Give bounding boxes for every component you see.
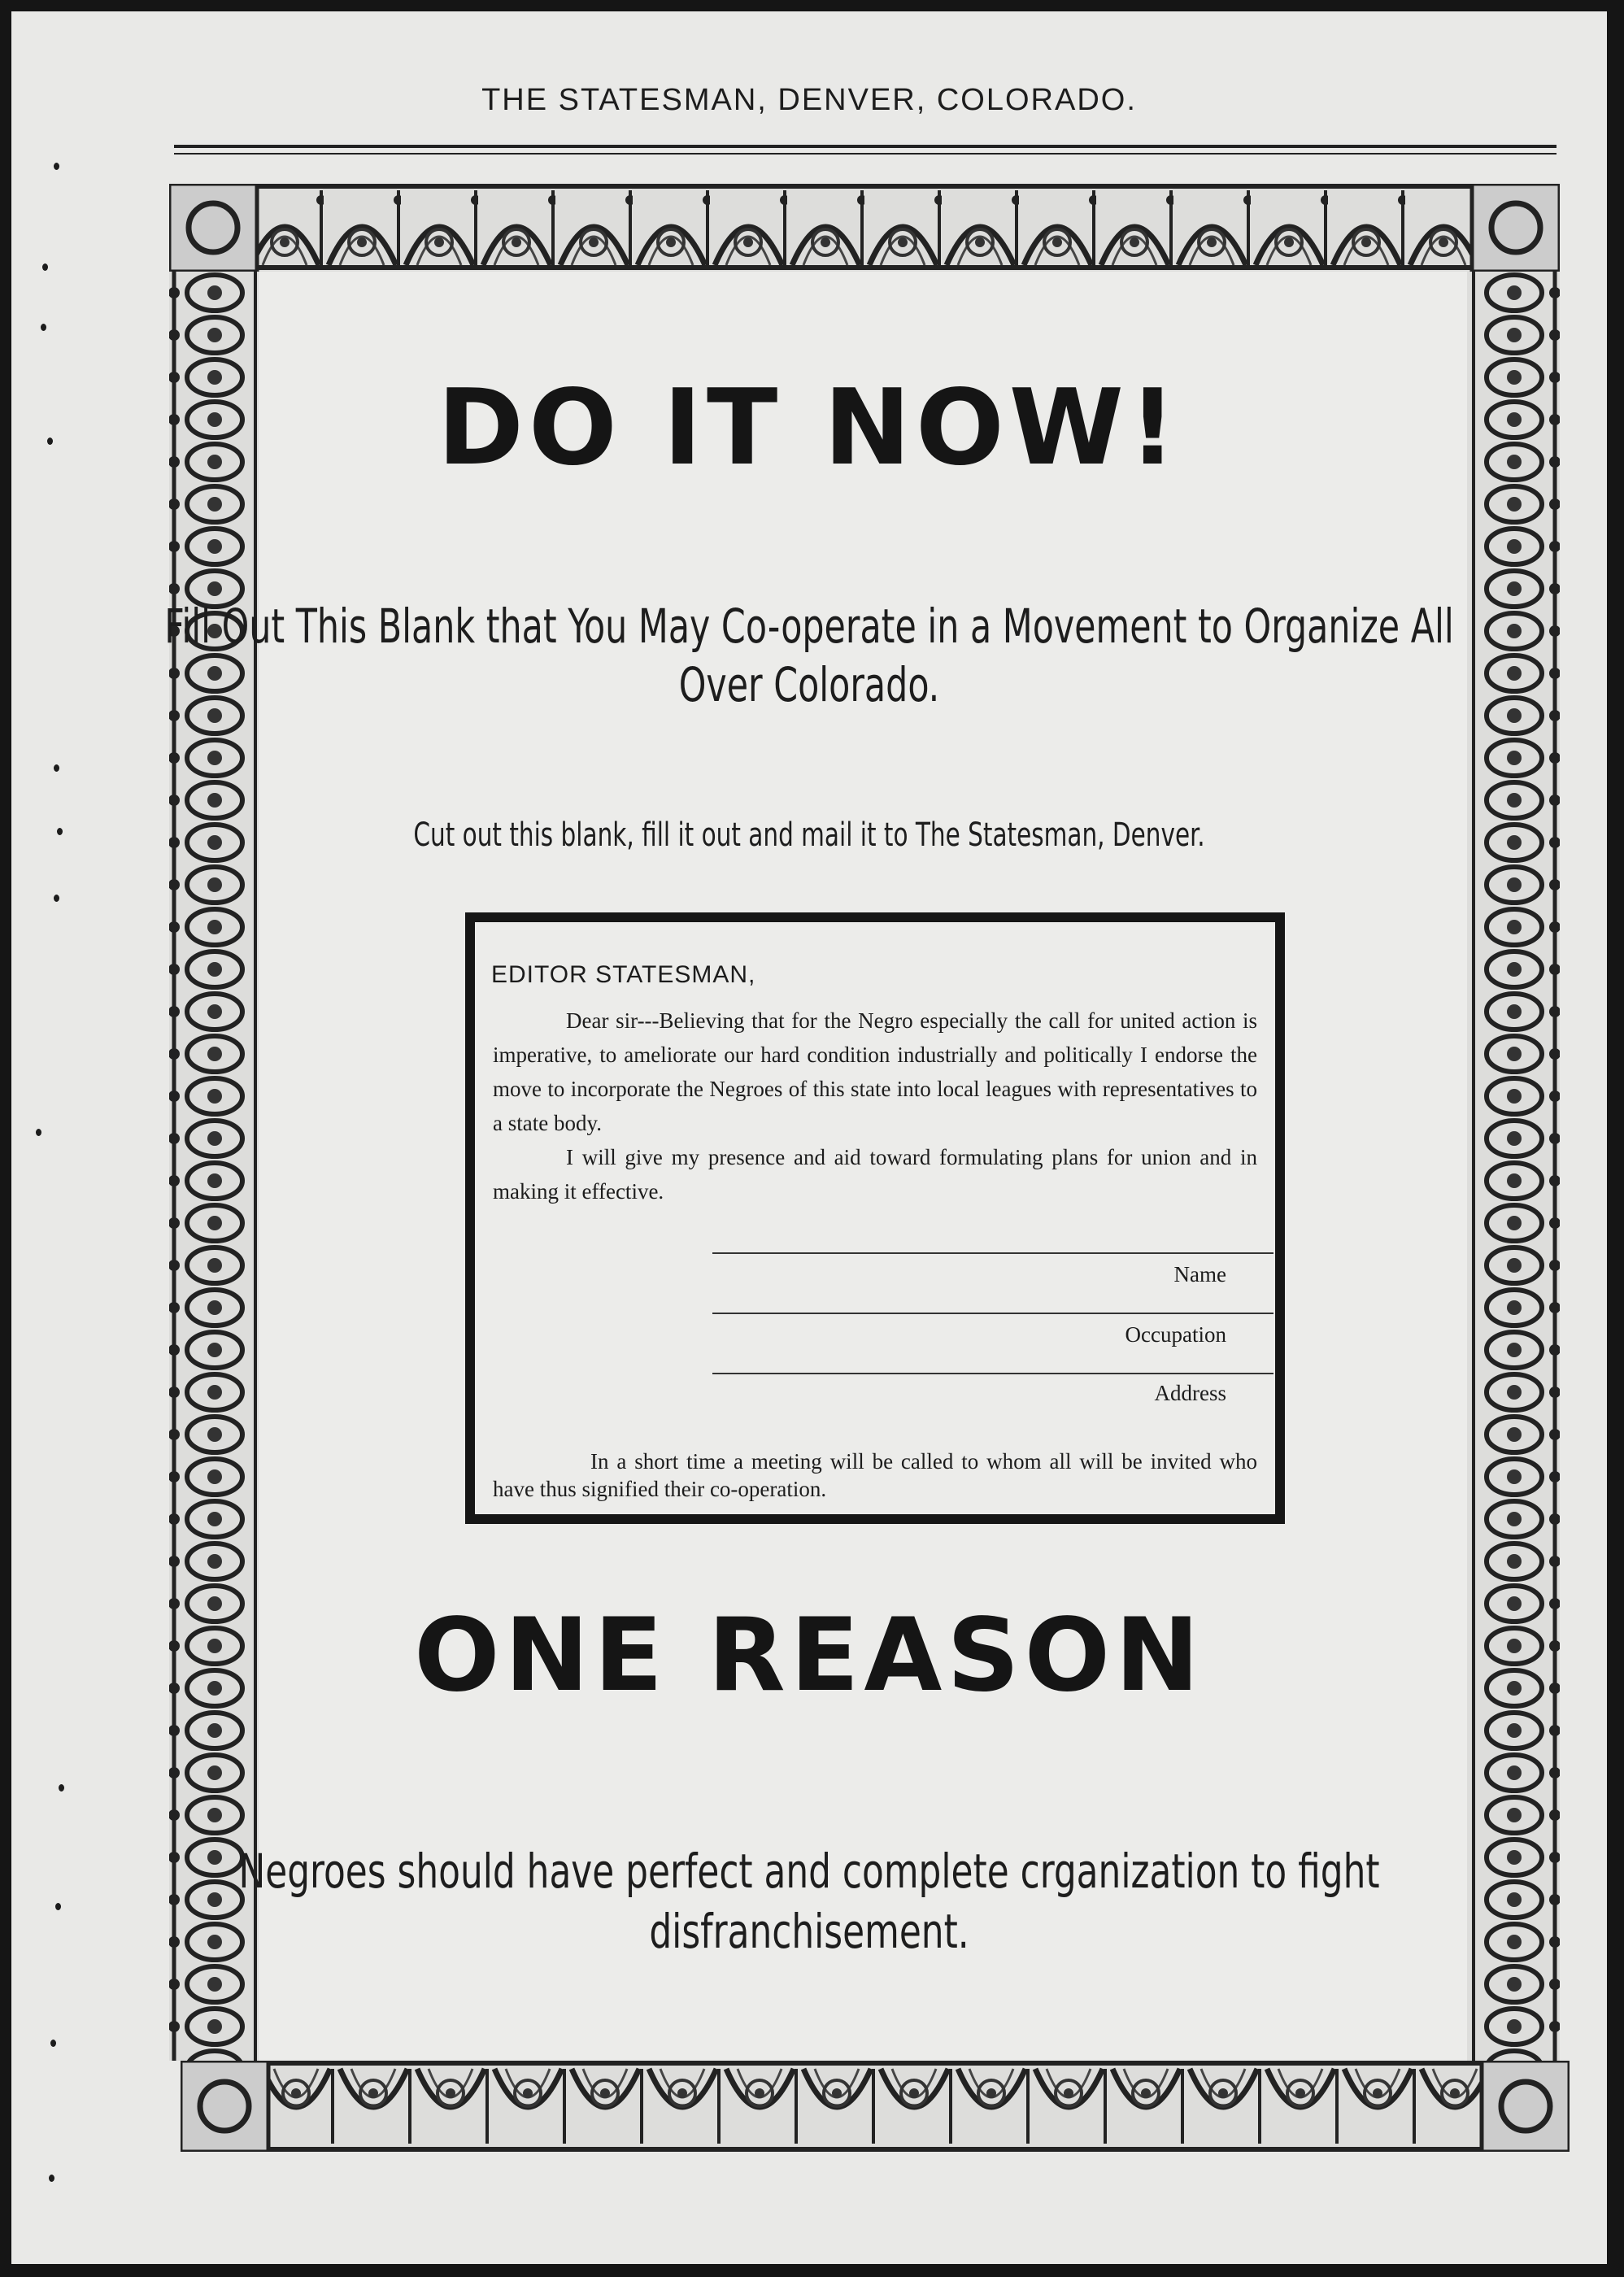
address-label: Address	[1154, 1381, 1226, 1405]
name-label: Name	[1173, 1262, 1226, 1287]
address-line[interactable]	[712, 1373, 1274, 1374]
masthead-rule	[174, 145, 1557, 148]
occupation-label: Occupation	[1125, 1322, 1226, 1347]
coupon-paragraph-2: I will give my presence and aid toward formulating plans for union and in making it effective.	[493, 1145, 1257, 1204]
newspaper-page	[11, 11, 1607, 2264]
occupation-line[interactable]	[712, 1313, 1274, 1314]
coupon-paragraph-1: Dear sir---Believing that for the Negro especially the call for united action is imperative, to ameliorate our hard condition industrially and politically I endorse the move to incorporate the Negroes of this state into local leagues with representatives to a state body.	[493, 1008, 1257, 1135]
reason-text: Negroes should have perfect and complete crganization to fight disfranchisement.	[238, 1844, 1380, 1959]
name-line[interactable]	[712, 1252, 1274, 1254]
coupon-closing-note	[493, 1448, 1257, 1503]
ornamental-border-bottom	[181, 2061, 1570, 2152]
subheadline: Fill Out This Blank that You May Co-operate in a Movement to Organize All Over Colorado.	[164, 599, 1454, 712]
masthead: THE STATESMAN, DENVER, COLORADO.	[481, 83, 1137, 117]
ornamental-border-top	[169, 184, 1560, 272]
ornamental-border-left	[169, 272, 260, 2061]
closing-note-text: In a short time a meeting will be called to whom all will be invited who have thus signified their co-operation.	[493, 1449, 1257, 1501]
masthead-rule-thin	[174, 153, 1557, 155]
mail-instruction: Cut out this blank, fill it out and mail it to The Statesman, Denver.	[413, 816, 1205, 854]
ornamental-border-right	[1467, 272, 1560, 2061]
headline-do-it-now: DO IT NOW!	[437, 368, 1182, 489]
headline-one-reason: ONE REASON	[414, 1597, 1204, 1714]
endorsement-coupon	[465, 912, 1285, 1524]
coupon-body	[493, 1004, 1257, 1208]
coupon-salutation: EDITOR STATESMAN,	[491, 961, 756, 988]
